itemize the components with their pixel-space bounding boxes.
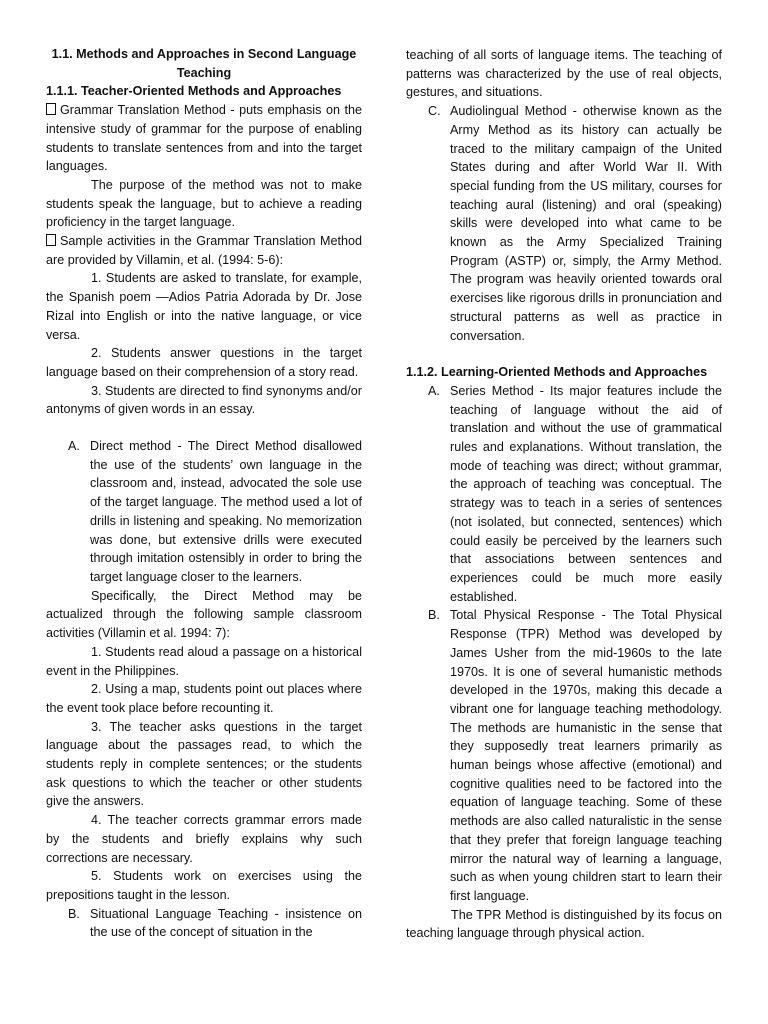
- series-method-text: Series Method - Its major features include the teaching of language without the aid of translation and without the use of grammatical rules and explanations. Without translation, the mode of teaching was direct; without grammar, the approach of teaching was conceptual. The strategy was to teach in a series of sentences (not isolated, but connected, sentences) which could easily be perceived by the learners such that associations between sentences and experiences could be much more easily established.: [450, 383, 722, 604]
- slt-continued-text: teaching of all sorts of language items. The teaching of patterns was characterized by the use of real objects, gestures, and situations.: [406, 48, 722, 100]
- list-marker: B.: [428, 608, 440, 623]
- slt-text: Situational Language Teaching - insistence on the use of the concept of situation in the: [90, 906, 362, 940]
- direct-activity-4: 4. The teacher corrects grammar errors made by the students and briefly explains why such corrections are necessary.: [46, 813, 362, 865]
- gtm-activity-3: 3. Students are directed to find synonyms and/or antonyms of given words in an essay.: [46, 383, 362, 417]
- gtm-purpose-paragraph: The purpose of the method was not to make students speak the language, but to achieve a reading proficiency in the target language.: [46, 177, 362, 230]
- gtm-activity-1: 1. Students are asked to translate, for example, the Spanish poem —Adios Patria Adorada by Dr. Jose Rizal into English or into the native language, or vice versa.: [46, 271, 362, 342]
- list-marker: B.: [68, 906, 80, 921]
- bullet-box-icon: [46, 103, 56, 115]
- series-method-item: [406, 382, 722, 606]
- slt-item: [46, 905, 362, 942]
- direct-specifically-paragraph: Specifically, the Direct Method may be actualized through the following sample classroom activities (Villamin et al. 1994: 7):: [46, 588, 362, 641]
- list-marker: A.: [68, 439, 80, 454]
- list-marker: C.: [428, 104, 441, 119]
- list-marker: A.: [428, 383, 440, 398]
- subsection-title-learning-oriented: 1.1.2. Learning-Oriented Methods and Approaches: [406, 365, 708, 380]
- gtm-activity-2: 2. Students answer questions in the target language based on their comprehension of a story read.: [46, 346, 362, 379]
- audiolingual-text: Audiolingual Method - otherwise known as the Army Method as its history can actually be traced to the military campaign of the United States during and after World War II. With special funding from the US military, courses for teaching aural (listening) and oral (speaking) skills were developed into what came to be known as the Army Specialized Training Program (ASTP) or, simply, the Army Method. The program was heavily oriented towards oral exercises like rigorous drills in pronunciation and structural patterns as well as practice in conversation.: [450, 104, 722, 343]
- tpr-text: Total Physical Response - The Total Physical Response (TPR) Method was developed by James Usher from the mid-1960s to the late 1970s. It is one of several humanistic methods developed in the 1970s, making this decade a vibrant one for language teaching methodology. The methods are humanistic in the sense that they supposedly treat learners primarily as human beings whose affective (emotional) and cognitive qualities need to be factored into the equation of language teaching. Some of these methods are also called naturalistic in the sense that they prefer that foreign language teaching mirror the natural way of learning a language, such as when young children start to learn their first language.: [450, 608, 722, 903]
- direct-activity-5: 5. Students work on exercises using the prepositions taught in the lesson.: [46, 869, 362, 902]
- gtm-paragraph: Grammar Translation Method - puts emphasis on the intensive study of grammar for the purpose of enabling students to translate sentences from and into the target languages.: [46, 103, 362, 174]
- section-title: 1.1. Methods and Approaches in Second Language Teaching: [51, 47, 357, 80]
- direct-method-text: Direct method - The Direct Method disallowed the use of the students’ own language in the classroom and, instead, advocated the sole use of the target language. The method used a lot of drills in listening and speaking. No memorization was done, but extensive drills were executed through imitation ostensibly in order to bring the target language closer to the learners.: [90, 439, 362, 584]
- right-column: [406, 46, 722, 943]
- tpr-closing-paragraph: The TPR Method is distinguished by its focus on teaching language through physical action.: [406, 907, 722, 941]
- gtm-sample-intro: Sample activities in the Grammar Translation Method are provided by Villamin, et al. (1994: 5-6):: [46, 234, 362, 267]
- spacer: [406, 345, 722, 363]
- subsection-title-teacher-oriented: 1.1.1. Teacher-Oriented Methods and Approaches: [46, 84, 342, 99]
- audiolingual-item: [406, 102, 722, 345]
- direct-activity-2: 2. Using a map, students point out places where the event took place before recounting it.: [46, 682, 362, 715]
- direct-method-item: [46, 437, 362, 587]
- direct-activity-3: 3. The teacher asks questions in the target language about the passages read, to which the students reply in complete sentences; or the students ask questions to which the teacher or other students give the answers.: [46, 719, 362, 809]
- tpr-item: [406, 606, 722, 905]
- bullet-box-icon: [46, 234, 56, 246]
- direct-activity-1: 1. Students read aloud a passage on a historical event in the Philippines.: [46, 644, 362, 678]
- spacer: [46, 419, 362, 437]
- left-column: [46, 45, 362, 942]
